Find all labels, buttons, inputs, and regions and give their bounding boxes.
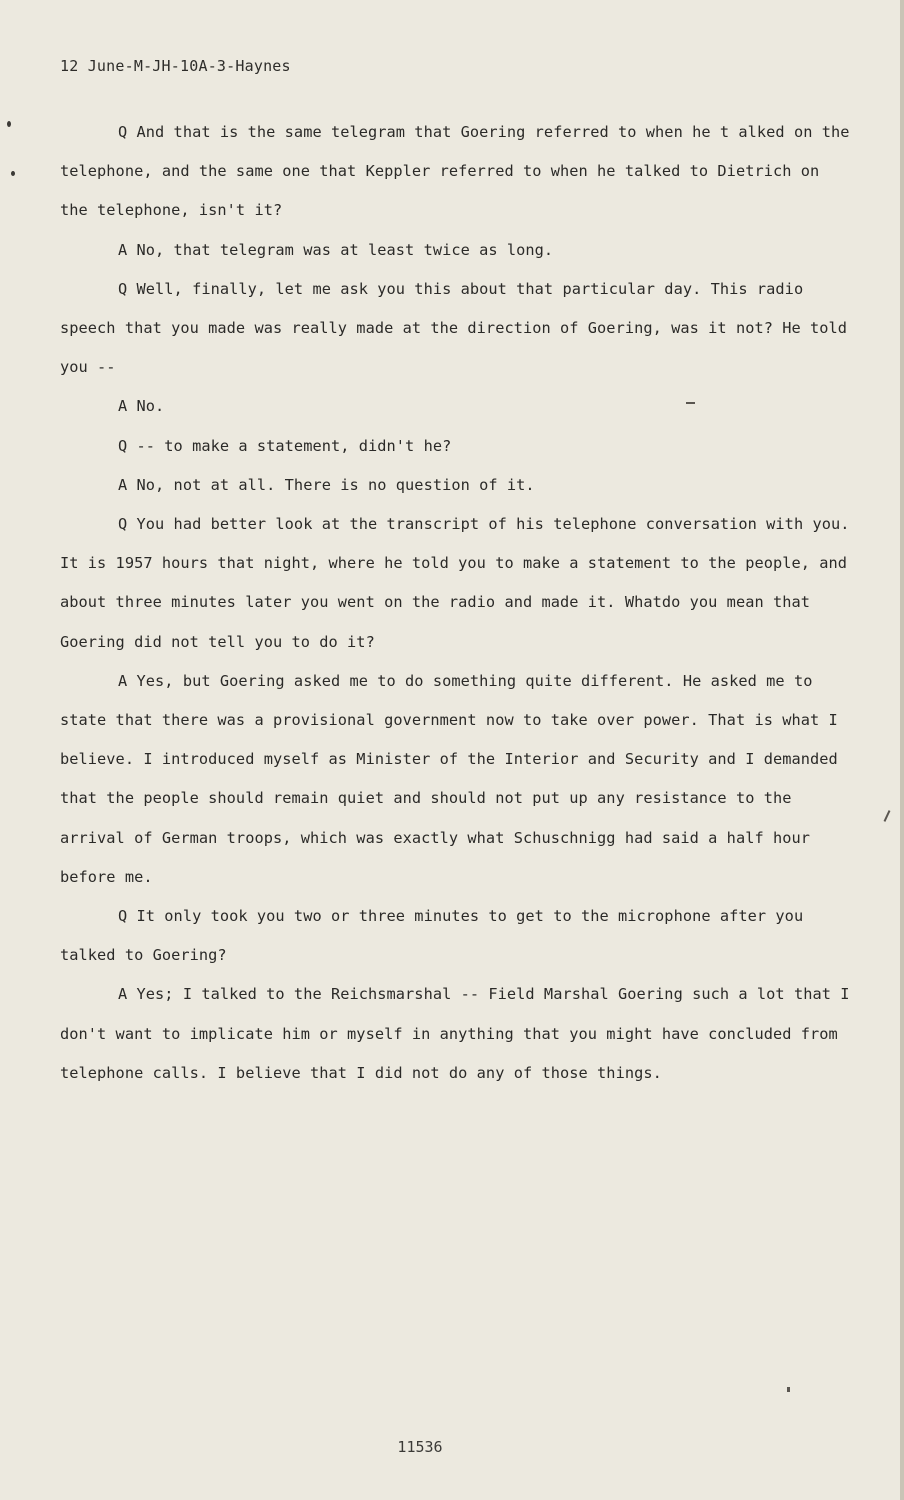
paragraph-8: A Yes, but Goering asked me to do something quite different. He asked me to state that there was a provisional government now to take over power. That is what I believe. I introduced myself as Minister of the Interior and Security and I demanded that the people should remain quiet and should not put up any resistance to the arrival of German troops, which was exactly what Schuschnigg had said a half hour before me. xyxy=(60,671,838,886)
paragraph-4: A No. xyxy=(118,397,165,416)
transcript-body xyxy=(60,113,850,1093)
paragraph-6: A No, not at all. There is no question of it. xyxy=(118,475,535,494)
paragraph-3: Q Well, finally, let me ask you this about that particular day. This radio speech that you made was really made at the direction of Goering, was it not? He told you -- xyxy=(60,279,848,377)
stray-dot-mark xyxy=(787,1387,790,1392)
paragraph-9: Q It only took you two or three minutes to get to the microphone after you talked to Goering? xyxy=(60,907,804,965)
paragraph-1: Q And that is the same telegram that Goering referred to when he t alked on the telephone, and the same one that Keppler referred to when he talked to Dietrich on the telephone, isn't it? xyxy=(60,123,850,220)
paragraph-5: Q -- to make a statement, didn't he? xyxy=(118,436,452,455)
stray-slash-mark xyxy=(884,810,891,822)
paragraph-2: A No, that telegram was at least twice as long. xyxy=(118,240,554,259)
page-header: 12 June-M-JH-10A-3-Haynes xyxy=(60,57,291,75)
margin-mark-top xyxy=(7,121,11,127)
margin-mark-lower xyxy=(11,171,15,176)
page-number: 11536 xyxy=(397,1438,443,1456)
paragraph-7: Q You had better look at the transcript of his telephone conversation with you. It is 1957 hours that night, where he told you to make a statement to the people, and about three minutes later you went on the radio and made it. Whatdo you mean that Goering did not tell you to do it? xyxy=(60,515,850,651)
paragraph-10: A Yes; I talked to the Reichsmarshal -- Field Marshal Goering such a lot that I don't want to implicate him or myself in anything that you might have concluded from telephone calls. I believe that I did not do any of those things. xyxy=(60,985,850,1082)
